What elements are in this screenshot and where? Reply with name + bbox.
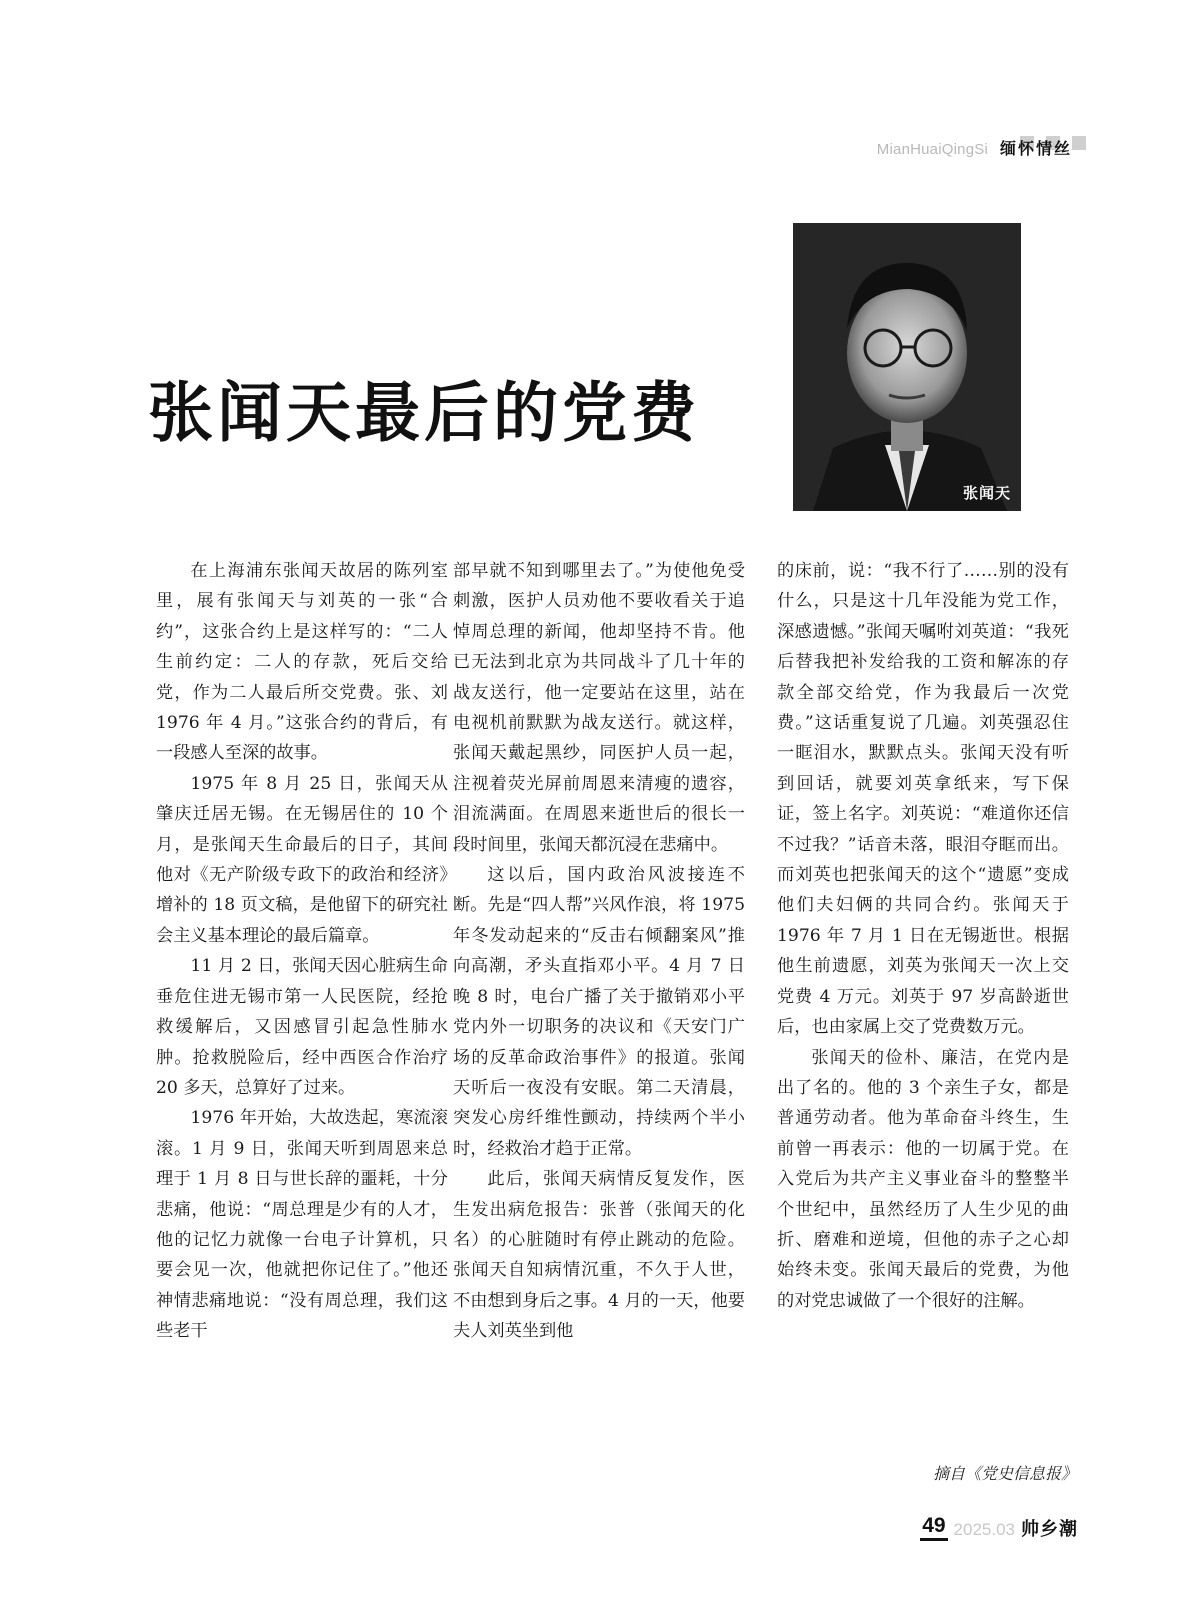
portrait-illustration	[793, 223, 1021, 511]
paragraph: 11 月 2 日，张闻天因心脏病生命垂危住进无锡市第一人民医院，经抢救缓解后，又因感冒引起急性肺水肿。抢救脱险后，经中西医合作治疗 20 多天，总算好了过来。	[156, 956, 448, 1098]
paragraph-continued: 部早就不知到哪里去了。”为使他免受刺激，医护人员劝他不要收看关于追悼周总理的新闻，他却坚持不肯。他已无法到北京为共同战斗了几十年的战友送行，他一定要站在这里，站在电视机前默默为战友送行。就这样，张闻天戴起黑纱，同医护人员一起，注视着荧光屏前周恩来清瘦的遗容，泪流满面。在周恩来逝世后的很长一段时间里，张闻天都沉浸在悲痛中。	[453, 561, 745, 855]
paragraph: 1976 年开始，大故迭起，寒流滚滚。1 月 9 日，张闻天听到周恩来总理于 1 月 8 日与世长辞的噩耗，十分悲痛，他说：“周总理是少有的人才，他的记忆力就像一台电子计算机，只要会见一次，他就把你记住了。”他还神情悲痛地说：“没有周总理，我们这些老干	[156, 1108, 448, 1342]
section-header	[877, 136, 1078, 162]
paragraph: 在上海浦东张闻天故居的陈列室里，展有张闻天与刘英的一张“合约”，这张合约上是这样写的：“二人生前约定：二人的存款，死后交给党，作为二人最后所交党费。张、刘 1976 年 4 月。”这张合约的背后，有一段感人至深的故事。	[156, 561, 448, 764]
text-column-2	[453, 556, 745, 1347]
paragraph: 此后，张闻天病情反复发作，医生发出病危报告：张普（张闻天的化名）的心脏随时有停止跳动的危险。张闻天自知病情沉重，不久于人世，不由想到身后之事。4 月的一天，他要夫人刘英坐到他	[453, 1169, 745, 1342]
source-attribution: 摘自《党史信息报》	[932, 1464, 1077, 1483]
text-column-3	[777, 556, 1069, 1316]
section-name-block	[996, 136, 1078, 162]
issue-date: 2025.03	[953, 1520, 1015, 1539]
page-number: 49	[920, 1514, 947, 1541]
paragraph: 1975 年 8 月 25 日，张闻天从肇庆迁居无锡。在无锡居住的 10 个月，是张闻天生命最后的日子，其间他对《无产阶级专政下的政治和经济》增补的 18 页文稿，是他留下的研究社会主义基本理论的最后篇章。	[156, 773, 448, 946]
section-name: 缅怀情丝	[999, 139, 1072, 158]
paragraph: 这以后，国内政治风波接连不断。先是“四人帮”兴风作浪，将 1975 年冬发动起来的“反击右倾翻案风”推向高潮，矛头直指邓小平。4 月 7 日晚 8 时，电台广播了关于撤销邓小平党内外一切职务的决议和《天安门广场的反革命政治事件》的报道。张闻天听后一夜没有安眠。第二天清晨，突发心房纤维性颤动，持续两个半小时，经救治才趋于正常。	[453, 865, 745, 1159]
page-footer	[920, 1514, 1078, 1541]
paragraph-continued: 的床前，说：“我不行了……别的没有什么，只是这十几年没能为党工作，深感遗憾。”张闻天嘱咐刘英道：“我死后替我把补发给我的工资和解冻的存款全部交给党，作为我最后一次党费。”这话重复说了几遍。刘英强忍住一眶泪水，默默点头。张闻天没有听到回话，就要刘英拿纸来，写下保证，签上名字。刘英说：“难道你还信不过我？”话音未落，眼泪夺眶而出。而刘英也把张闻天的这个“遗愿”变成他们夫妇俩的共同合约。张闻天于 1976 年 7 月 1 日在无锡逝世。根据他生前遗愿，刘英为张闻天一次上交党费 4 万元。刘英于 97 岁高龄逝世后，也由家属上交了党费数万元。	[777, 561, 1069, 1038]
text-column-1	[156, 556, 448, 1347]
paragraph: 张闻天的俭朴、廉洁，在党内是出了名的。他的 3 个亲生子女，都是普通劳动者。他为革命奋斗终生，生前曾一再表示：他的一切属于党。在入党后为共产主义事业奋斗的整整半个世纪中，虽然经历了人生少见的曲折、磨难和逆境，但他的赤子之心却始终未变。张闻天最后的党费，为他的对党忠诚做了一个很好的注解。	[777, 1047, 1069, 1311]
magazine-logo: 帅乡潮	[1021, 1519, 1078, 1540]
portrait-photo	[793, 223, 1021, 511]
article-title: 张闻天最后的党费	[148, 376, 701, 451]
portrait-caption: 张闻天	[962, 484, 1011, 502]
section-pinyin: MianHuaiQingSi	[876, 140, 988, 158]
